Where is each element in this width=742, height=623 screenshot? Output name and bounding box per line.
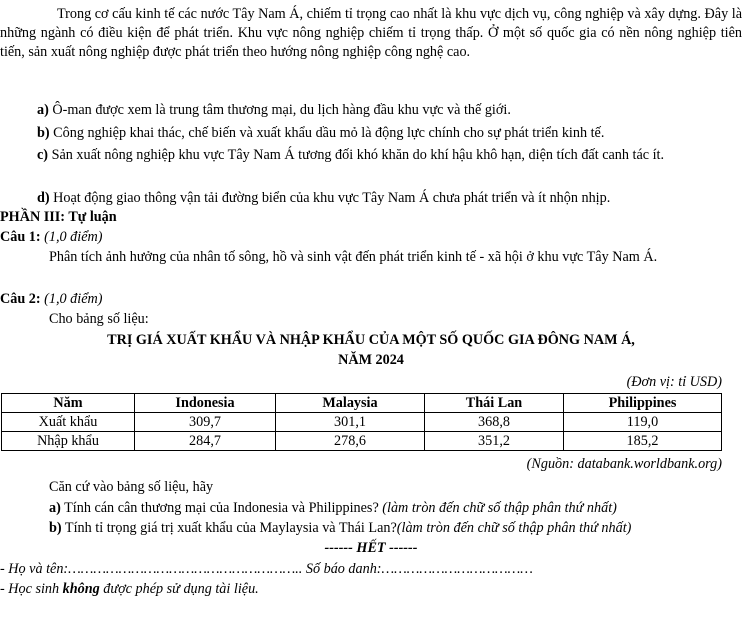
- footer-name-line: - Họ và tên:……………………………………………….. Số báo danh:………………………………: [0, 561, 533, 577]
- statement-b: b) Công nghiệp khai thác, chế biến và xuất khẩu dầu mỏ là động lực chính cho sự phát triển kinh tế.: [37, 125, 605, 141]
- q2-heading: Câu 2: (1,0 điểm): [0, 291, 103, 307]
- table-cell: 351,2: [425, 432, 564, 451]
- table-cell: 119,0: [564, 413, 722, 432]
- row-label: Xuất khẩu: [2, 413, 135, 432]
- row-label: Nhập khẩu: [2, 432, 135, 451]
- table-cell: 278,6: [276, 432, 425, 451]
- table-cell: 284,7: [135, 432, 276, 451]
- header-thailand: Thái Lan: [425, 394, 564, 413]
- statement-c: c) Sản xuất nông nghiệp khu vực Tây Nam Á tương đối khó khăn do khí hậu khô hạn, diện tích đất canh tác ít.: [37, 147, 665, 163]
- source-note: (Nguồn: databank.worldbank.org): [526, 456, 722, 472]
- task-a: a) Tính cán cân thương mại của Indonesia và Philippines? (làm tròn đến chữ số thập phân thứ nhất): [49, 500, 617, 516]
- table-header-row: [2, 394, 722, 413]
- header-malaysia: Malaysia: [276, 394, 425, 413]
- table-cell: 368,8: [425, 413, 564, 432]
- q1-heading: Câu 1: (1,0 điểm): [0, 229, 103, 245]
- table-row: [2, 432, 722, 451]
- q1-text: Phân tích ảnh hưởng của nhân tố sông, hồ và sinh vật đến phát triển kinh tế - xã hội ở khu vực Tây Nam Á.: [49, 249, 658, 265]
- part3-title: PHẦN III: Tự luận: [0, 209, 117, 225]
- task-b: b) Tính tỉ trọng giá trị xuất khẩu của Maylaysia và Thái Lan?(làm tròn đến chữ số thập phân thứ nhất): [49, 520, 632, 536]
- table-title-line-1: TRỊ GIÁ XUẤT KHẨU VÀ NHẬP KHẨU CỦA MỘT SỐ QUỐC GIA ĐÔNG NAM Á,: [107, 332, 635, 348]
- unit-note: (Đơn vị: tỉ USD): [626, 374, 722, 390]
- q2-lead: Cho bảng số liệu:: [49, 311, 149, 327]
- data-table: [1, 393, 722, 451]
- table-cell: 301,1: [276, 413, 425, 432]
- end-mark: ------ HẾT ------: [324, 540, 418, 556]
- statement-d: d) Hoạt động giao thông vận tải đường biển của khu vực Tây Nam Á chưa phát triển và ít nhộn nhịp.: [37, 190, 611, 206]
- intro-paragraph: Trong cơ cấu kinh tế các nước Tây Nam Á, chiếm tỉ trọng cao nhất là khu vực dịch vụ, công nghiệp và xây dựng. Đây là những ngành có điều kiện để phát triển. Khu vực nông nghiệp chiếm tỉ trọng thấp. Ở một số quốc gia có nền nông nghiệp tiên tiến, sản xuất nông nghiệp được phát triển theo hướng nông nghiệp công nghệ cao.: [0, 6, 742, 61]
- footer-note: - Học sinh không được phép sử dụng tài liệu.: [0, 581, 259, 597]
- header-indonesia: Indonesia: [135, 394, 276, 413]
- task-lead: Căn cứ vào bảng số liệu, hãy: [49, 479, 214, 495]
- table-cell: 185,2: [564, 432, 722, 451]
- header-year: Năm: [2, 394, 135, 413]
- header-philippines: Philippines: [564, 394, 722, 413]
- table-cell: 309,7: [135, 413, 276, 432]
- statement-a: a) Ô-man được xem là trung tâm thương mại, du lịch hàng đầu khu vực và thế giới.: [37, 102, 511, 118]
- table-row: [2, 413, 722, 432]
- table-title-line-2: NĂM 2024: [338, 352, 404, 368]
